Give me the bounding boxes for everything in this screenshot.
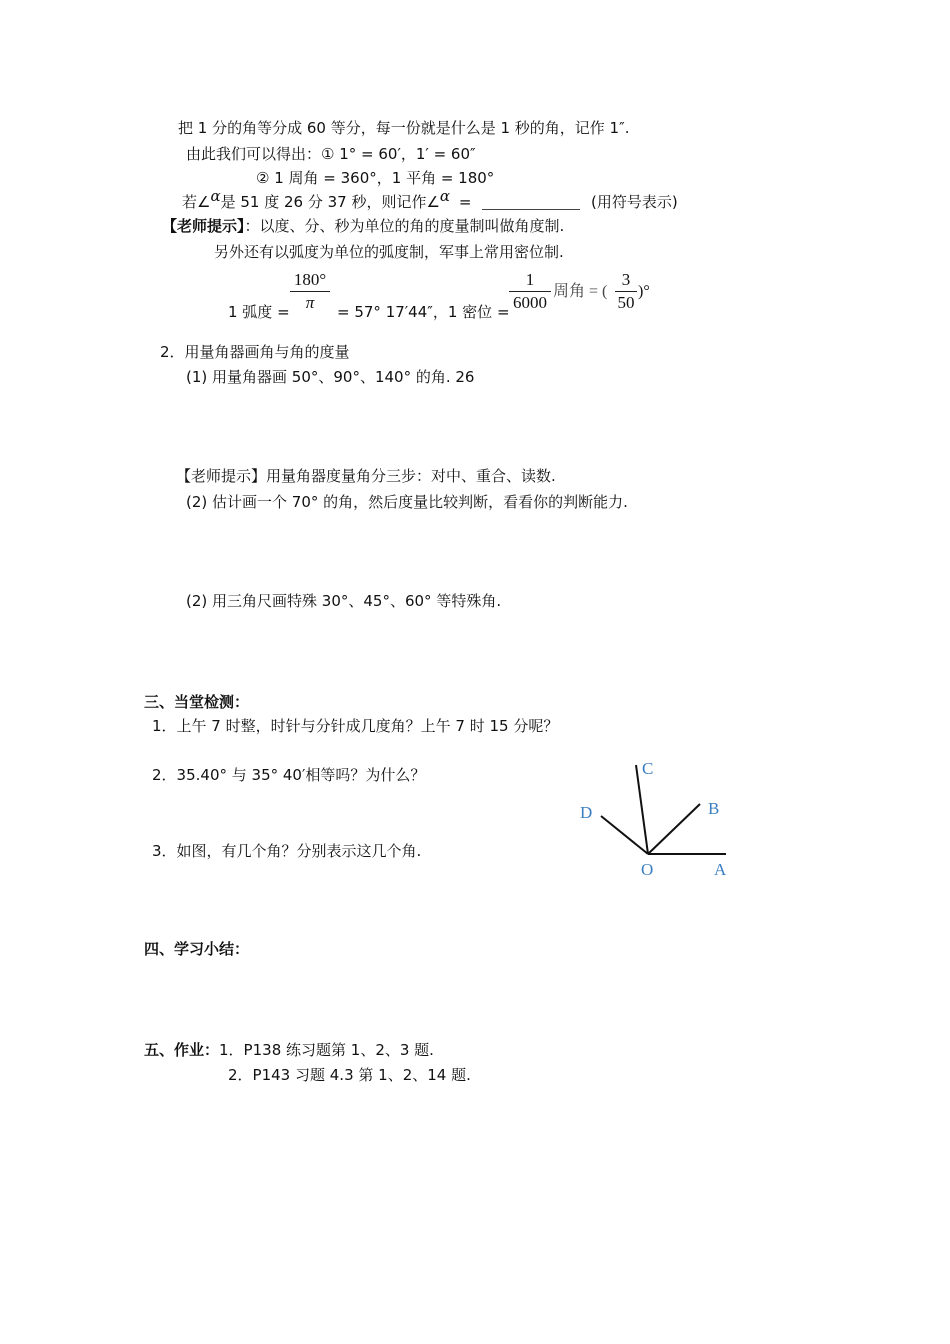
section2-title: 2．用量角器画角与角的度量 bbox=[160, 343, 350, 361]
radian-denominator: π bbox=[305, 293, 315, 312]
homework-2: 2．P143 习题 4.3 第 1、2、14 题. bbox=[228, 1066, 471, 1084]
teacher-tip-1 bbox=[162, 216, 564, 236]
question-2: 2．35.40° 与 35° 40′相等吗？为什么？ bbox=[152, 766, 426, 784]
mil-fraction bbox=[509, 270, 551, 313]
fraction-bar bbox=[290, 291, 330, 292]
equals-sign: = bbox=[458, 193, 472, 211]
label-C: C bbox=[642, 759, 654, 778]
mil-denominator-2: 50 bbox=[617, 293, 635, 312]
fraction-bar bbox=[509, 291, 551, 292]
section2-item3: (2) 用三角尺画特殊 30°、45°、60° 等特殊角. bbox=[186, 592, 502, 610]
mil-numerator-2: 3 bbox=[621, 270, 631, 289]
intro-line-4 bbox=[182, 187, 678, 212]
label-B: B bbox=[708, 799, 720, 818]
symbol-hint: (用符号表示) bbox=[590, 193, 678, 211]
section5-title: 五、作业： bbox=[144, 1041, 220, 1059]
label-D: D bbox=[580, 803, 593, 822]
alpha-symbol-2: α bbox=[439, 187, 451, 205]
answer-blank[interactable] bbox=[482, 195, 580, 210]
section2-item2: (2) 估计画一个 70° 的角，然后度量比较判断，看看你的判断能力. bbox=[186, 493, 628, 511]
homework-1: 1．P138 练习题第 1、2、3 题. bbox=[219, 1041, 434, 1059]
label-A: A bbox=[714, 860, 727, 879]
angle-mid: 是 51 度 26 分 37 秒，则记作∠ bbox=[220, 193, 440, 211]
teacher-tip-text: ：以度、分、秒为单位的角的度量制叫做角度制. bbox=[244, 217, 565, 235]
mil-fraction-2 bbox=[615, 270, 637, 313]
radian-numerator: 180° bbox=[293, 270, 327, 289]
intro-line-2: 由此我们可以得出：① 1° = 60′，1′ = 60″ bbox=[186, 145, 476, 163]
teacher-tip-label: 【老师提示】 bbox=[162, 217, 245, 235]
question-1: 1．上午 7 时整，时针与分针成几度角？上午 7 时 15 分呢？ bbox=[152, 717, 559, 735]
mil-denominator: 6000 bbox=[513, 293, 547, 312]
radian-fraction bbox=[290, 270, 330, 313]
mil-middle: 周角 = ( bbox=[553, 283, 608, 300]
section2-item1: (1) 用量角器画 50°、90°、140° 的角. 26 bbox=[186, 368, 475, 386]
radian-suffix: = 57° 17′44″，1 密位 = bbox=[337, 303, 510, 321]
fraction-bar bbox=[615, 291, 637, 292]
ray-OB bbox=[648, 804, 700, 854]
label-O: O bbox=[641, 860, 654, 879]
radian-prefix: 1 弧度 = bbox=[228, 303, 290, 321]
ray-OC bbox=[636, 765, 648, 854]
angle-prefix: 若∠ bbox=[182, 193, 211, 211]
section2-tip: 【老师提示】用量角器度量角分三步：对中、重合、读数. bbox=[176, 467, 556, 485]
teacher-tip-2: 另外还有以弧度为单位的弧度制，军事上常用密位制. bbox=[214, 243, 564, 261]
intro-line-1: 把 1 分的角等分成 60 等分，每一份就是什么是 1 秒的角，记作 1″. bbox=[178, 119, 630, 137]
alpha-symbol: α bbox=[210, 187, 221, 205]
mil-end: )° bbox=[638, 283, 650, 300]
angle-figure bbox=[570, 752, 740, 887]
mil-numerator: 1 bbox=[525, 270, 535, 289]
intro-line-3: ② 1 周角 = 360°，1 平角 = 180° bbox=[256, 169, 495, 187]
ray-OD bbox=[601, 816, 648, 854]
homework-line-1 bbox=[144, 1040, 434, 1060]
section3-title: 三、当堂检测： bbox=[144, 693, 250, 711]
section4-title: 四、学习小结： bbox=[144, 940, 250, 958]
question-3: 3．如图，有几个角？分别表示这几个角. bbox=[152, 842, 422, 860]
